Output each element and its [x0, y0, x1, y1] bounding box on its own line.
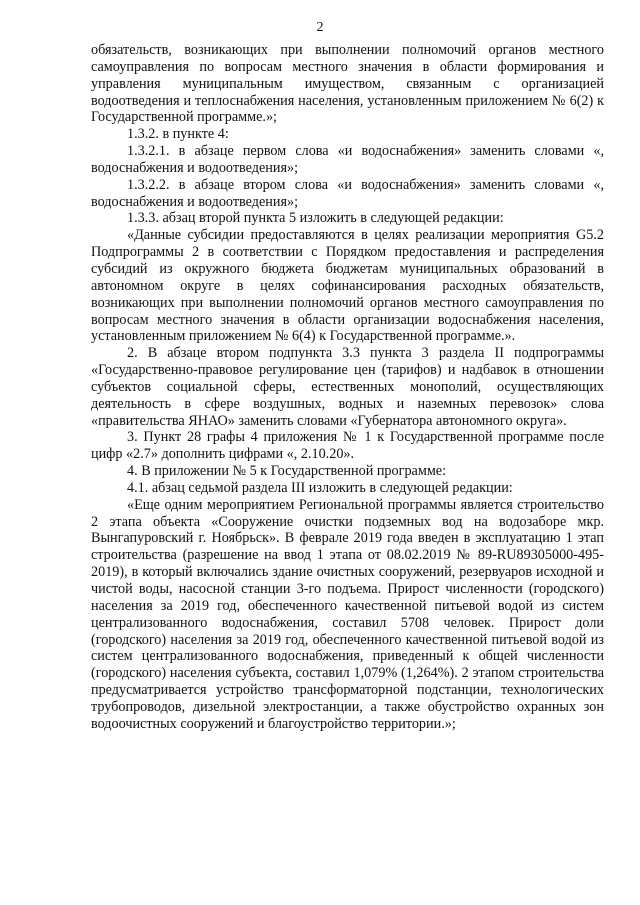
paragraph-subsidies-quote: «Данные субсидии предоставляются в целях реализации мероприятия G5.2 Подпрограммы 2 в соответствии с Порядком предоставления и распределения субсидий из окружного бюджета бюджетам муниципальных образований в автономном округе в целях софинансирования расходных обязательств, возникающих при выполнении полномочий органов местного самоуправления по вопросам местного значения в области организации водоснабжения населения, установленным приложением № 6(4) к Государственной программе.».	[91, 227, 604, 345]
paragraph-1-3-2: 1.3.2. в пункте 4:	[127, 126, 229, 143]
document-body	[91, 42, 604, 733]
paragraph-item-4-1: 4.1. абзац седьмой раздела III изложить в следующей редакции:	[127, 479, 513, 496]
paragraph-item-4: 4. В приложении № 5 к Государственной программе:	[127, 463, 447, 480]
paragraph-1-3-3: 1.3.3. абзац второй пункта 5 изложить в следующей редакции:	[127, 210, 504, 227]
page-number: 2	[316, 20, 324, 35]
paragraph-regional-program-quote: «Еще одним мероприятием Региональной программы является строительство 2 этапа объекта «Сооружение очистки подземных вод на водозаборе мкр. Вынгапуровский г. Ноябрьск». В феврале 2019 года введен в эксплуатацию 1 этап строительства (разрешение на ввод 1 этапа от 08.02.2019 № 89-RU89305000-495-2019), в который включались здание очистных сооружений, резервуаров исходной и чистой воды, насосной станции 3-го подъема. Прирост численности (городского) населения за 2019 год, обеспеченного качественной питьевой водой из систем централизованного водоснабжения, составил 5708 человек. Прирост доли (городского) населения за 2019 год, обеспеченного качественной питьевой водой из систем централизованного водоснабжения, приведенный к общей численности (городского) населения субъекта, составил 1,079% (1,264%). 2 этапом строительства предусматривается устройство трансформаторной подстанции, технологических трубопроводов, дизельной электростанции, а также обустройство охранных зон водоочистных сооружений и благоустройство территории.»;	[91, 496, 604, 732]
paragraph-1-3-2-2: 1.3.2.2. в абзаце втором слова «и водоснабжения» заменить словами «, водоснабжения и водоотведения»;	[91, 176, 604, 210]
paragraph-continuation: обязательств, возникающих при выполнении полномочий органов местного самоуправления по вопросам местного значения в области формирования и управления муниципальным имуществом, связанным с организацией водоотведения и теплоснабжения населения, установленным приложением № 6(2) к Государственной программе.»;	[91, 42, 604, 126]
paragraph-item-3: 3. Пункт 28 графы 4 приложения № 1 к Государственной программе после цифр «2.7» дополнить цифрами «, 2.10.20».	[91, 429, 604, 463]
paragraph-1-3-2-1: 1.3.2.1. в абзаце первом слова «и водоснабжения» заменить словами «, водоснабжения и водоотведения»;	[91, 143, 604, 176]
paragraph-item-2: 2. В абзаце втором подпункта 3.3 пункта 3 раздела II подпрограммы «Государственно-правовое регулирование цен (тарифов) и надбавок в отношении субъектов социальной сферы, естественных монополий, осуществляющих деятельность в сфере воздушных, водных и наземных перевозок» слова «правительства ЯНАО» заменить словами «Губернатора автономного округа».	[91, 345, 604, 429]
